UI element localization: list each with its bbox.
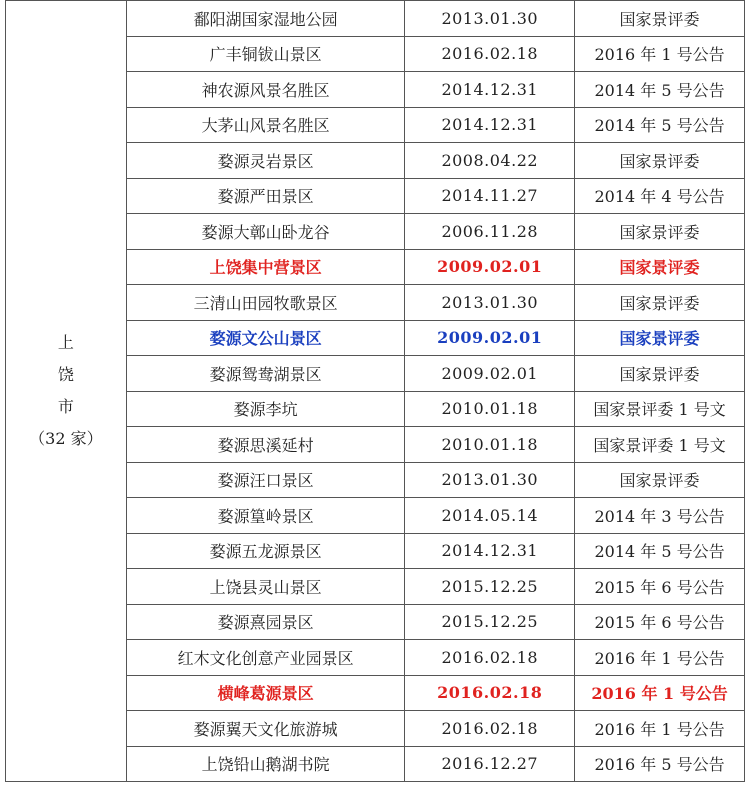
rating-date: 2015.12.25	[405, 569, 575, 605]
scenic-spot-name: 大茅山风景名胜区	[126, 107, 405, 143]
scenic-spot-name: 婺源李坑	[126, 391, 405, 427]
city-cell	[6, 1, 127, 782]
scenic-spot-name: 婺源鸳鸯湖景区	[126, 356, 405, 392]
scenic-spot-name: 婺源思溪延村	[126, 427, 405, 463]
rating-date: 2014.12.31	[405, 533, 575, 569]
rating-date: 2015.12.25	[405, 604, 575, 640]
approval-source: 国家景评委 1 号文	[575, 391, 745, 427]
rating-date: 2016.02.18	[405, 36, 575, 72]
rating-date: 2013.01.30	[405, 285, 575, 321]
city-label-line: （32 家）	[29, 429, 103, 448]
rating-date: 2014.12.31	[405, 72, 575, 108]
rating-date: 2014.11.27	[405, 178, 575, 214]
rating-date: 2016.12.27	[405, 746, 575, 782]
approval-source: 国家景评委	[575, 249, 745, 285]
scenic-spot-name: 婺源五龙源景区	[126, 533, 405, 569]
table-body	[6, 1, 745, 782]
scenic-spot-name: 上饶集中营景区	[126, 249, 405, 285]
table-row	[6, 1, 745, 37]
approval-source: 2016 年 1 号公告	[575, 36, 745, 72]
scenic-spot-name: 婺源篁岭景区	[126, 498, 405, 534]
approval-source: 2015 年 6 号公告	[575, 604, 745, 640]
approval-source: 2015 年 6 号公告	[575, 569, 745, 605]
approval-source: 国家景评委	[575, 356, 745, 392]
rating-date: 2014.12.31	[405, 107, 575, 143]
approval-source: 2014 年 3 号公告	[575, 498, 745, 534]
rating-date: 2013.01.30	[405, 462, 575, 498]
approval-source: 国家景评委	[575, 143, 745, 179]
rating-date: 2014.05.14	[405, 498, 575, 534]
scenic-spot-name: 上饶县灵山景区	[126, 569, 405, 605]
rating-date: 2016.02.18	[405, 640, 575, 676]
scenic-spot-name: 婺源大鄣山卧龙谷	[126, 214, 405, 250]
rating-date: 2009.02.01	[405, 356, 575, 392]
approval-source: 2016 年 1 号公告	[575, 711, 745, 747]
scenic-spot-name: 三清山田园牧歌景区	[126, 285, 405, 321]
approval-source: 国家景评委	[575, 214, 745, 250]
scenic-spot-name: 婺源灵岩景区	[126, 143, 405, 179]
city-label-line: 市	[57, 397, 74, 416]
rating-date: 2008.04.22	[405, 143, 575, 179]
city-label-line: 饶	[57, 365, 74, 384]
rating-date: 2006.11.28	[405, 214, 575, 250]
approval-source: 2014 年 5 号公告	[575, 107, 745, 143]
rating-date: 2009.02.01	[405, 320, 575, 356]
approval-source: 国家景评委	[575, 285, 745, 321]
scenic-spot-table	[5, 0, 745, 782]
scenic-spot-name: 神农源风景名胜区	[126, 72, 405, 108]
scenic-spot-name: 上饶铅山鹅湖书院	[126, 746, 405, 782]
rating-date: 2016.02.18	[405, 675, 575, 711]
rating-date: 2010.01.18	[405, 427, 575, 463]
approval-source: 国家景评委	[575, 1, 745, 37]
rating-date: 2009.02.01	[405, 249, 575, 285]
approval-source: 国家景评委	[575, 320, 745, 356]
approval-source: 2016 年 5 号公告	[575, 746, 745, 782]
rating-date: 2013.01.30	[405, 1, 575, 37]
scenic-spot-name: 鄱阳湖国家湿地公园	[126, 1, 405, 37]
scenic-spot-name: 红木文化创意产业园景区	[126, 640, 405, 676]
approval-source: 2014 年 5 号公告	[575, 72, 745, 108]
approval-source: 国家景评委	[575, 462, 745, 498]
scenic-spot-name: 婺源熹园景区	[126, 604, 405, 640]
scenic-spot-name: 婺源严田景区	[126, 178, 405, 214]
scenic-spot-name: 横峰葛源景区	[126, 675, 405, 711]
scenic-spot-name: 婺源翼天文化旅游城	[126, 711, 405, 747]
approval-source: 2014 年 4 号公告	[575, 178, 745, 214]
scenic-spot-name: 婺源汪口景区	[126, 462, 405, 498]
city-label-line: 上	[57, 333, 74, 352]
rating-date: 2016.02.18	[405, 711, 575, 747]
scenic-spot-name: 婺源文公山景区	[126, 320, 405, 356]
approval-source: 2016 年 1 号公告	[575, 675, 745, 711]
rating-date: 2010.01.18	[405, 391, 575, 427]
scenic-spot-name: 广丰铜钹山景区	[126, 36, 405, 72]
approval-source: 2016 年 1 号公告	[575, 640, 745, 676]
approval-source: 2014 年 5 号公告	[575, 533, 745, 569]
approval-source: 国家景评委 1 号文	[575, 427, 745, 463]
